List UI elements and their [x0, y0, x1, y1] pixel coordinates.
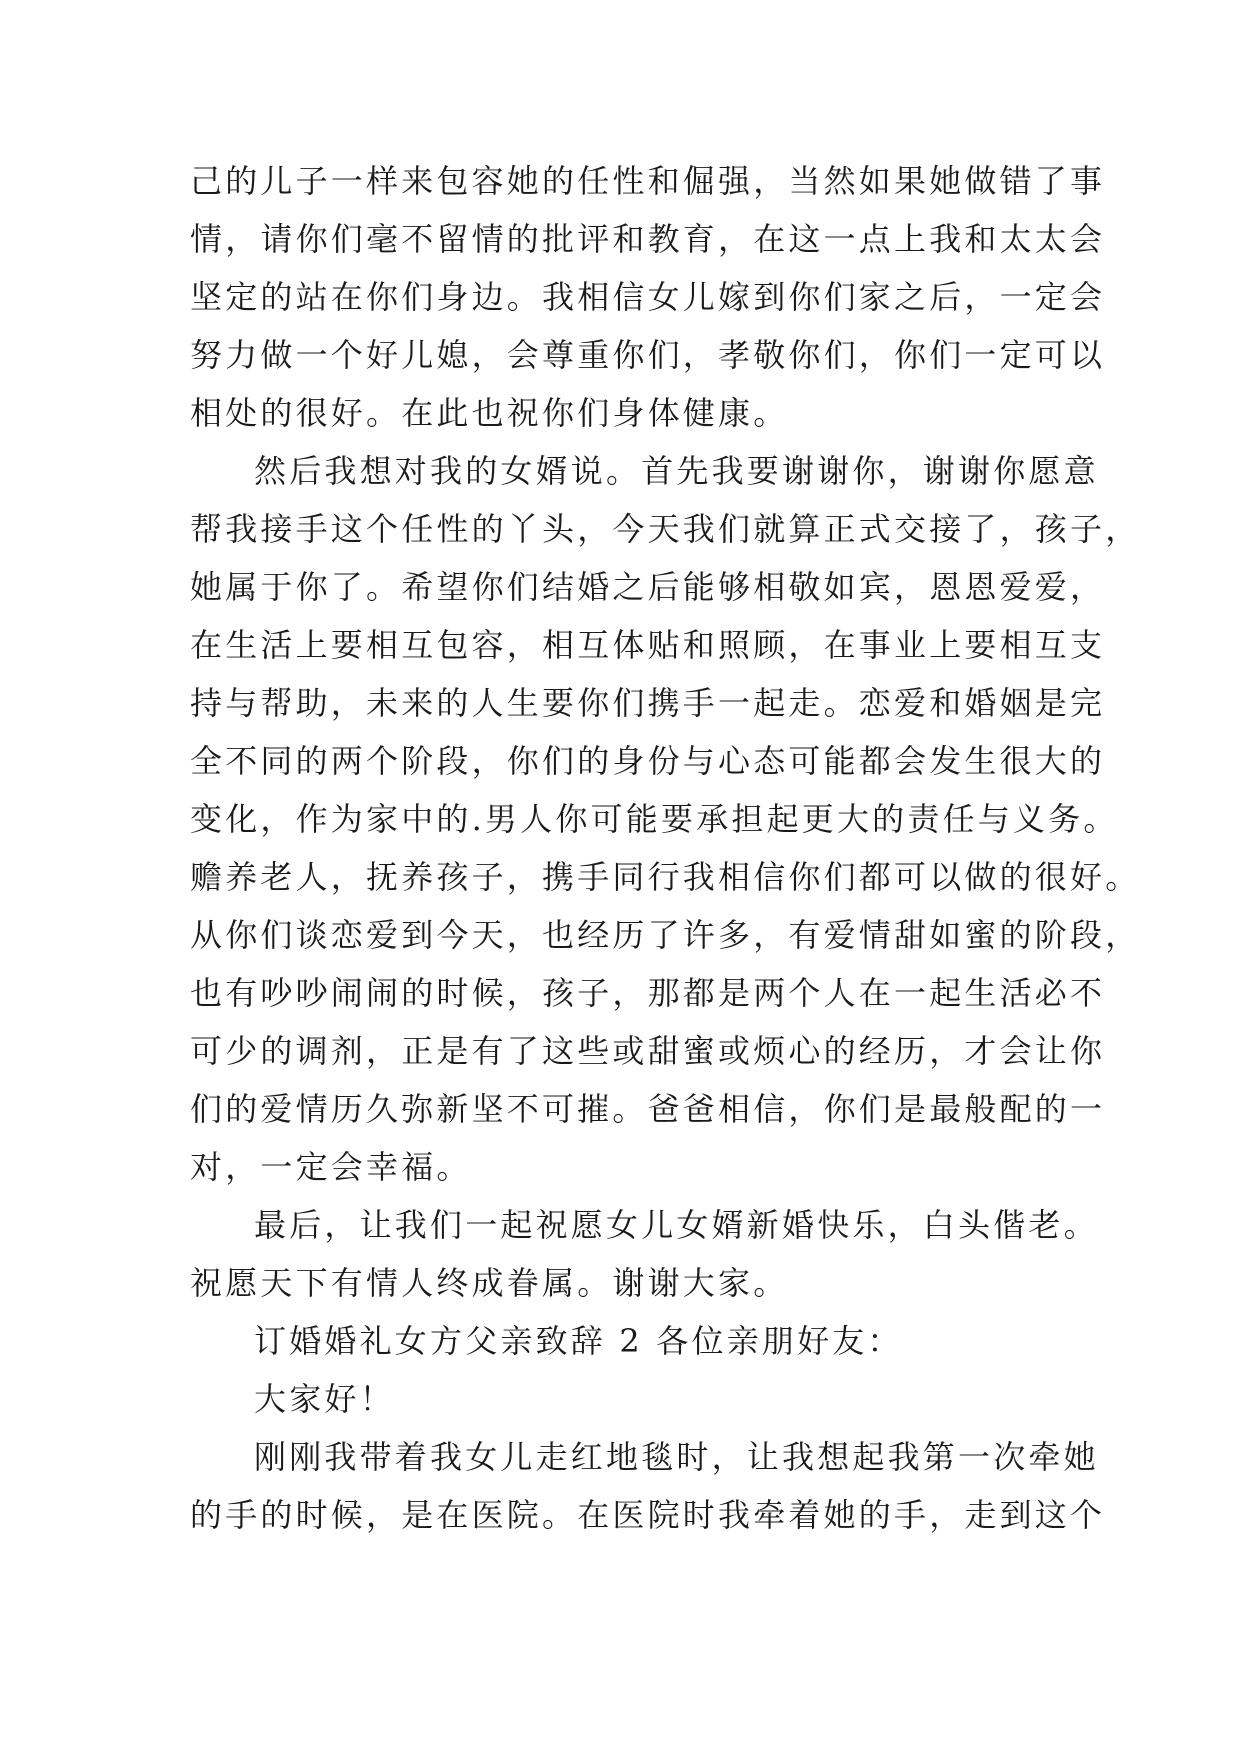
text-line: 的手的时候，是在医院。在医院时我牵着她的手，走到这个	[190, 1496, 1106, 1534]
text-line: 然后我想对我的女婿说。首先我要谢谢你，谢谢你愿意	[254, 452, 1099, 490]
text-line: 赡养老人，抚养孩子，携手同行我相信你们都可以做的很好。	[190, 858, 1141, 896]
text-line: 对，一定会幸福。	[190, 1148, 472, 1186]
section-heading: 订婚婚礼女方父亲致辞 2 各位亲朋好友：	[254, 1322, 903, 1360]
text-line: 己的儿子一样来包容她的任性和倔强，当然如果她做错了事	[190, 162, 1106, 200]
text-line: 努力做一个好儿媳，会尊重你们，孝敬你们，你们一定可以	[190, 336, 1106, 374]
text-line: 刚刚我带着我女儿走红地毯时，让我想起我第一次牵她	[254, 1438, 1099, 1476]
text-line: 情，请你们毫不留情的批评和教育，在这一点上我和太太会	[190, 220, 1106, 258]
text-line: 持与帮助，未来的人生要你们携手一起走。恋爱和婚姻是完	[190, 684, 1106, 722]
text-line: 相处的很好。在此也祝你们身体健康。	[190, 394, 789, 432]
text-line: 最后，让我们一起祝愿女儿女婿新婚快乐，白头偕老。	[254, 1206, 1099, 1244]
greeting: 大家好！	[254, 1380, 395, 1418]
text-line: 坚定的站在你们身边。我相信女儿嫁到你们家之后，一定会	[190, 278, 1106, 316]
text-line: 也有吵吵闹闹的时候，孩子，那都是两个人在一起生活必不	[190, 974, 1106, 1012]
text-line: 从你们谈恋爱到今天，也经历了许多，有爱情甜如蜜的阶段，	[190, 916, 1141, 954]
text-line: 全不同的两个阶段，你们的身份与心态可能都会发生很大的	[190, 742, 1106, 780]
text-line: 她属于你了。希望你们结婚之后能够相敬如宾，恩恩爱爱，	[190, 568, 1106, 606]
text-line: 祝愿天下有情人终成眷属。谢谢大家。	[190, 1264, 789, 1302]
text-line: 在生活上要相互包容，相互体贴和照顾，在事业上要相互支	[190, 626, 1106, 664]
text-line: 们的爱情历久弥新坚不可摧。爸爸相信，你们是最般配的一	[190, 1090, 1106, 1128]
text-line: 变化，作为家中的.男人你可能要承担起更大的责任与义务。	[190, 800, 1119, 838]
document-page	[190, 152, 1141, 1544]
text-line: 可少的调剂，正是有了这些或甜蜜或烦心的经历，才会让你	[190, 1032, 1106, 1070]
text-line: 帮我接手这个任性的丫头，今天我们就算正式交接了，孩子，	[190, 510, 1141, 548]
